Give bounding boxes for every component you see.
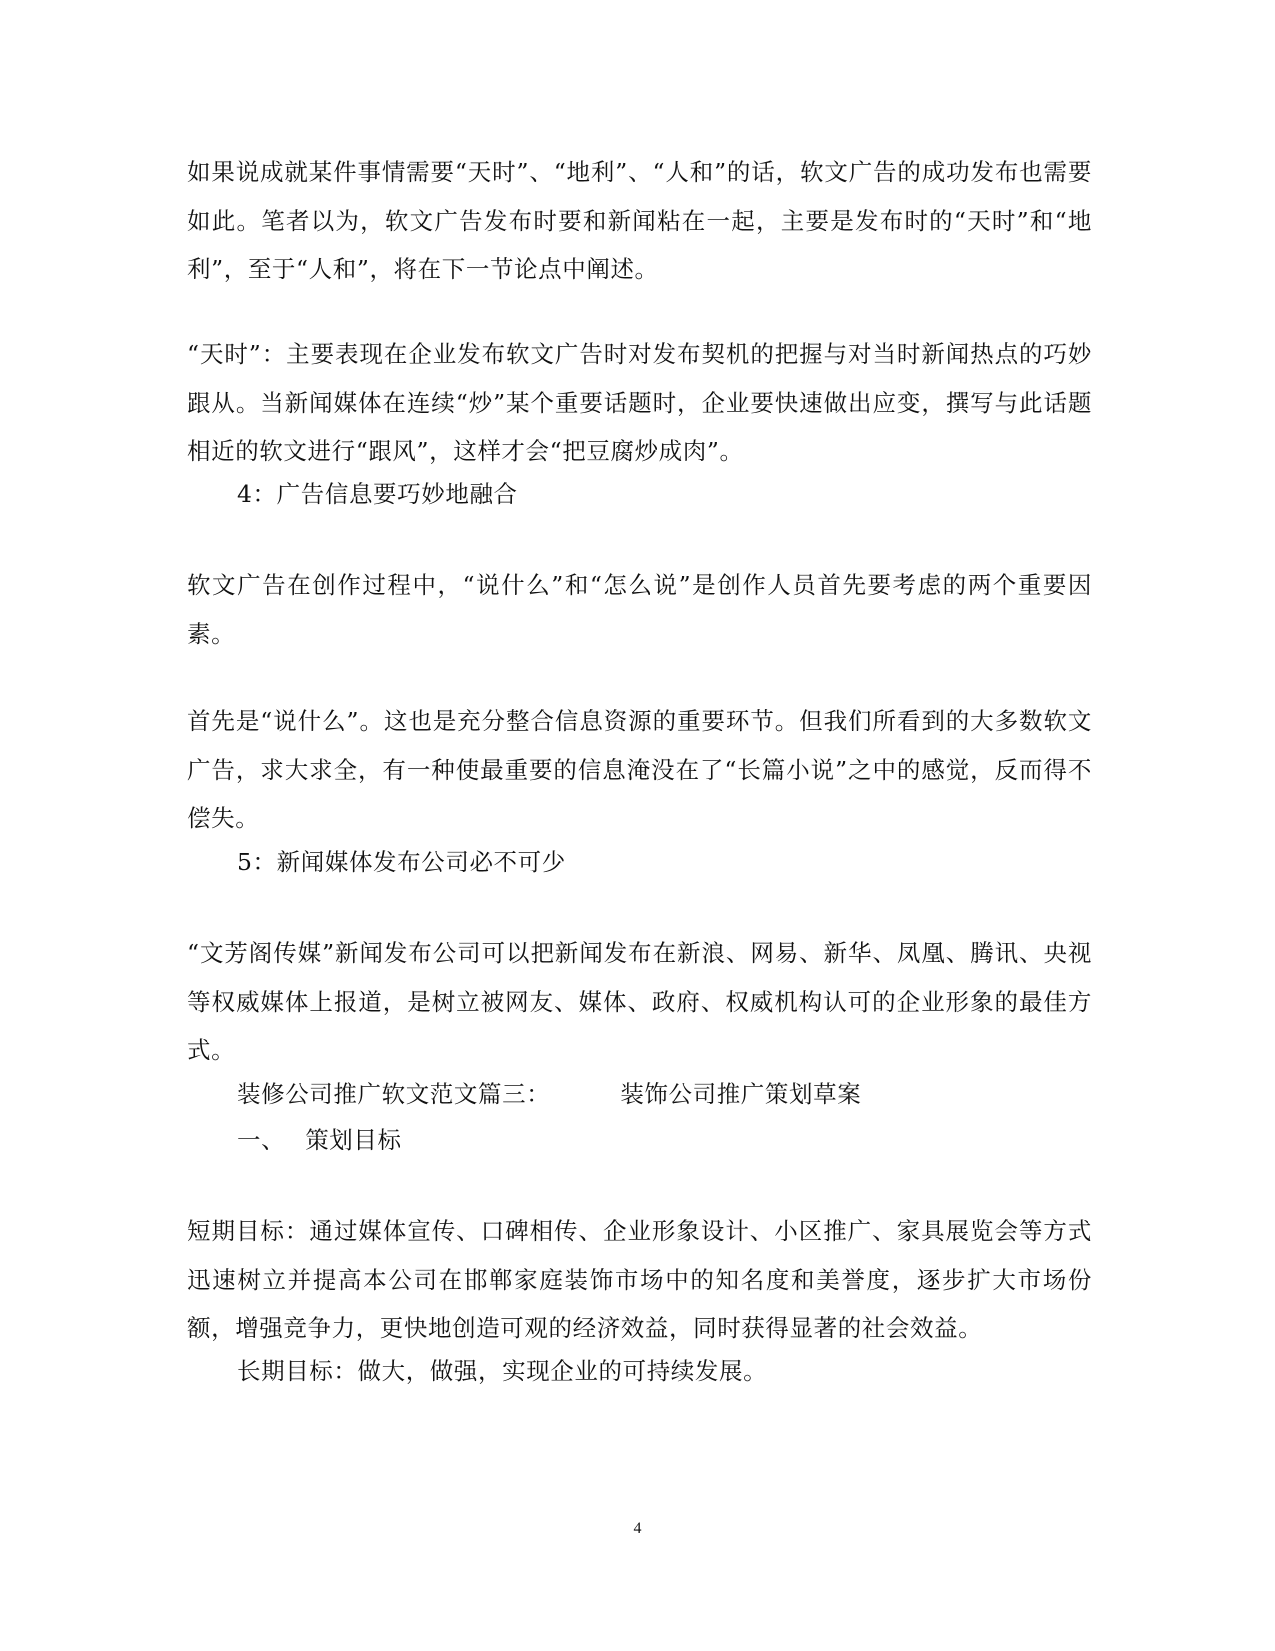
paragraph-long-term-goal: 长期目标：做大，做强，实现企业的可持续发展。 xyxy=(237,1357,768,1385)
paragraph-first-what: 首先是“说什么”。这也是充分整合信息资源的重要环节。但我们所看到的大多数软文广告，求大求全，有一种使最重要的信息淹没在了“长篇小说”之中的感觉，反而得不偿失。 xyxy=(187,707,1092,832)
article-title-main: 装饰公司推广策划草案 xyxy=(620,1080,862,1108)
paragraph-tianshi-dili-renhe: 如果说成就某件事情需要“天时”、“地利”、“人和”的话，软文广告的成功发布也需要如此。笔者以为，软文广告发布时要和新闻粘在一起，主要是发布时的“天时”和“地利”，至于“人和”，将在下一节论点中阐述。 xyxy=(187,158,1092,283)
section-heading-number: 一、 xyxy=(237,1126,286,1154)
paragraph-what-to-say: 软文广告在创作过程中，“说什么”和“怎么说”是创作人员首先要考虑的两个重要因素。 xyxy=(187,571,1092,648)
section-heading xyxy=(237,1116,402,1165)
heading-point-4: 4：广告信息要巧妙地融合 xyxy=(237,480,518,508)
paragraph-short-term-goal: 短期目标：通过媒体宣传、口碑相传、企业形象设计、小区推广、家具展览会等方式迅速树立并提高本公司在邯郸家庭装饰市场中的知名度和美誉度，逐步扩大市场份额，增强竞争力，更快地创造可观的经济效益，同时获得显著的社会效益。 xyxy=(187,1217,1092,1342)
article-title xyxy=(237,1070,861,1119)
heading-point-5: 5：新闻媒体发布公司必不可少 xyxy=(237,848,566,876)
article-title-prefix: 装修公司推广软文范文篇三： xyxy=(237,1080,551,1108)
section-heading-label: 策划目标 xyxy=(305,1126,402,1154)
paragraph-news-company: “文芳阁传媒”新闻发布公司可以把新闻发布在新浪、网易、新华、凤凰、腾讯、央视等权威媒体上报道，是树立被网友、媒体、政府、权威机构认可的企业形象的最佳方式。 xyxy=(187,939,1092,1064)
page-number: 4 xyxy=(633,1520,642,1537)
paragraph-tianshi: “天时”：主要表现在企业发布软文广告时对发布契机的把握与对当时新闻热点的巧妙跟从。当新闻媒体在连续“炒”某个重要话题时，企业要快速做出应变，撰写与此话题相近的软文进行“跟风”，这样才会“把豆腐炒成肉”。 xyxy=(187,340,1092,465)
